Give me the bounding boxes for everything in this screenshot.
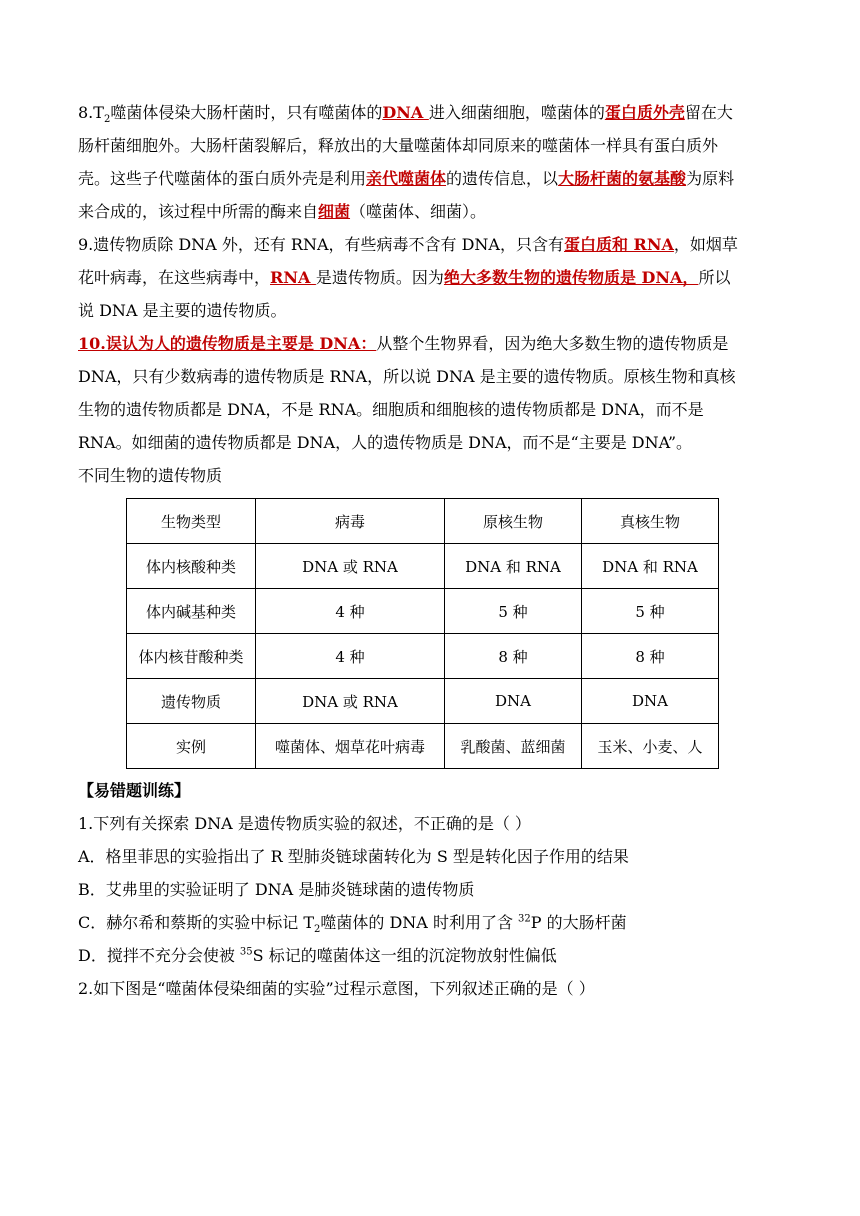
table-row — [127, 724, 719, 769]
table-cell: 实例 — [127, 724, 256, 769]
table-row — [127, 589, 719, 634]
document-page — [78, 96, 740, 1005]
key-bacteria: 细菌 — [318, 202, 351, 221]
table-caption: 不同生物的遗传物质 — [78, 466, 223, 485]
table-cell: 体内核酸种类 — [127, 544, 256, 589]
table-cell: 8 种 — [445, 634, 582, 679]
table-row — [127, 679, 719, 724]
table-cell: DNA — [582, 679, 719, 724]
table-cell: DNA 和 RNA — [445, 544, 582, 589]
table-cell: DNA 和 RNA — [582, 544, 719, 589]
table-cell: 原核生物 — [445, 499, 582, 544]
table-cell: 体内核苷酸种类 — [127, 634, 256, 679]
question-1-option-c: C．赫尔希和蔡斯的实验中标记 $T_2$噬菌体的 DNA 时利用了含 $^{32}$P 的大肠杆菌 — [78, 913, 627, 936]
paragraph-9: 9.遗传物质除 DNA 外，还有 RNA，有些病毒不含有 DNA，只含有蛋白质和 RNA，如烟草花叶病毒，在这些病毒中，RNA 是遗传物质。因为绝大多数生物的遗传物质是 DNA，所以说 DNA 是主要的遗传物质。 — [78, 235, 738, 320]
question-1-stem: 1.下列有关探索 DNA 是遗传物质实验的叙述，不正确的是（ ） — [78, 814, 531, 833]
genetic-material-table — [126, 498, 719, 769]
key-parent-phage: 亲代噬菌体 — [366, 169, 447, 188]
key-ecoli-amino-acids: 大肠杆菌的氨基酸 — [558, 169, 687, 188]
table-row — [127, 634, 719, 679]
table-cell: 真核生物 — [582, 499, 719, 544]
question-2-stem: 2.如下图是“噬菌体侵染细菌的实验”过程示意图，下列叙述正确的是（ ） — [78, 979, 595, 998]
question-1-option-b: B．艾弗里的实验证明了 DNA 是肺炎链球菌的遗传物质 — [78, 880, 475, 899]
table-row — [127, 544, 719, 589]
table-cell: 玉米、小麦、人 — [582, 724, 719, 769]
table-cell: DNA 或 RNA — [256, 679, 445, 724]
table-cell: 乳酸菌、蓝细菌 — [445, 724, 582, 769]
table-cell: 4 种 — [256, 589, 445, 634]
table-cell: DNA — [445, 679, 582, 724]
table-cell: 噬菌体、烟草花叶病毒 — [256, 724, 445, 769]
table-cell: DNA 或 RNA — [256, 544, 445, 589]
paragraph-8: $8.T_2$噬菌体侵染大肠杆菌时，只有噬菌体的DNA 进入细菌细胞，噬菌体的蛋白质外壳留在大肠杆菌细胞外。大肠杆菌裂解后，释放出的大量噬菌体却同原来的噬菌体一样具有蛋白质外壳。这些子代噬菌体的蛋白质外壳是利用亲代噬菌体的遗传信息，以大肠杆菌的氨基酸为原料来合成的，该过程中所需的酶来自细菌（噬菌体、细菌）。 — [78, 103, 735, 221]
table-cell: 5 种 — [582, 589, 719, 634]
question-1-option-a: A．格里菲思的实验指出了 R 型肺炎链球菌转化为 S 型是转化因子作用的结果 — [78, 847, 629, 866]
table-cell: 体内碱基种类 — [127, 589, 256, 634]
table-cell: 病毒 — [256, 499, 445, 544]
question-1-option-d: D．搅拌不充分会使被 $^{35}$S 标记的噬菌体这一组的沉淀物放射性偏低 — [78, 946, 557, 965]
table-cell: 8 种 — [582, 634, 719, 679]
key-rna: RNA — [270, 268, 316, 287]
paragraph-10: 10.误认为人的遗传物质是主要是 DNA：从整个生物界看，因为绝大多数生物的遗传物质是 DNA，只有少数病毒的遗传物质是 RNA，所以说 DNA 是主要的遗传物质。原核生物和真核生物的遗传物质都是 DNA，不是 RNA。细胞质和细胞核的遗传物质都是 DNA，而不是 RNA。如细菌的遗传物质都是 DNA，人的遗传物质是 DNA，而不是“主要是 DNA”。 — [78, 334, 736, 452]
key-dna: DNA — [382, 103, 429, 122]
table-cell: 生物类型 — [127, 499, 256, 544]
key-most-organisms-dna: 绝大多数生物的遗传物质是 DNA， — [443, 268, 699, 287]
section-title: 【易错题训练】 — [78, 781, 191, 800]
table-cell: 5 种 — [445, 589, 582, 634]
misconception-heading: 10.误认为人的遗传物质是主要是 DNA： — [78, 334, 377, 353]
key-protein-coat: 蛋白质外壳 — [604, 103, 685, 122]
table-cell: 4 种 — [256, 634, 445, 679]
table-cell: 遗传物质 — [127, 679, 256, 724]
key-protein-rna: 蛋白质和 RNA — [563, 235, 674, 254]
table-header-row — [127, 499, 719, 544]
